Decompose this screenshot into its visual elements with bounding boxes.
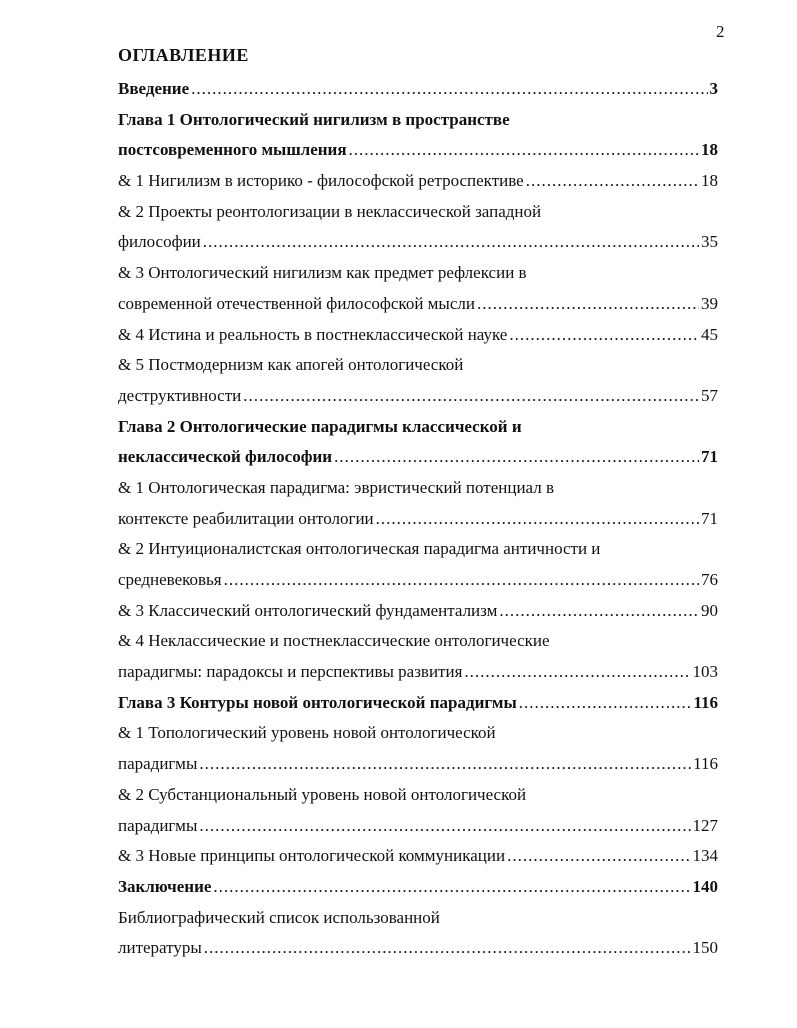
toc-page-number: 35 [701, 232, 718, 252]
toc-entry-text: & 4 Неклассические и постнеклассические онтологические [118, 631, 550, 651]
toc-page-number: 71 [701, 508, 718, 528]
toc-page-number: 90 [701, 600, 718, 620]
dot-leader [499, 596, 699, 627]
toc-entry [118, 657, 718, 688]
toc-entry-text: Глава 3 Контуры новой онтологической парадигмы [118, 692, 517, 712]
toc-entry-text: Глава 1 Онтологический нигилизм в пространстве [118, 109, 510, 129]
toc-page-number: 116 [693, 692, 718, 712]
toc-entry-text: контексте реабилитации онтологии [118, 508, 374, 528]
toc-entry-text: философии [118, 232, 201, 252]
toc-entry-text: & 1 Нигилизм в историко - философской ретроспективе [118, 171, 524, 191]
dot-leader [464, 657, 690, 688]
toc-page-number: 71 [701, 447, 718, 467]
toc-entry [118, 166, 718, 197]
toc-entry [118, 473, 718, 504]
dot-leader [477, 289, 699, 320]
toc-page-number: 116 [693, 754, 718, 774]
toc-entry [118, 565, 718, 596]
dot-leader [199, 749, 691, 780]
toc-entry-text: & 5 Постмодернизм как апогей онтологической [118, 355, 464, 375]
toc-entry [118, 933, 718, 964]
dot-leader [203, 227, 699, 258]
toc-page-number: 150 [692, 938, 718, 958]
dot-leader [224, 565, 699, 596]
toc-entry [118, 626, 718, 657]
toc-entry-text: литературы [118, 938, 202, 958]
toc-entry [118, 197, 718, 228]
toc-entry-text: парадигмы: парадоксы и перспективы развития [118, 662, 463, 682]
toc-entry [118, 811, 718, 842]
toc-entry-text: & 1 Онтологическая парадигма: эвристический потенциал в [118, 477, 555, 497]
dot-leader [243, 381, 699, 412]
dot-leader [213, 872, 690, 903]
toc-entry [118, 903, 718, 934]
toc-entry [118, 718, 718, 749]
toc-entry-text: постсовременного мышления [118, 140, 347, 160]
toc-entry [118, 596, 718, 627]
dot-leader [349, 135, 699, 166]
toc-entry [118, 74, 718, 105]
toc-entry [118, 688, 718, 719]
toc-entry [118, 289, 718, 320]
toc-title: ОГЛАВЛЕНИЕ [118, 45, 249, 65]
dot-leader [376, 504, 699, 535]
toc-page-number: 57 [701, 385, 718, 405]
toc-entry-text: парадигмы [118, 815, 198, 835]
toc-entry-text: деструктивности [118, 385, 242, 405]
dot-leader [204, 933, 691, 964]
dot-leader [509, 320, 699, 351]
toc-entry-text: Заключение [118, 876, 212, 896]
dot-leader [507, 841, 690, 872]
toc-entry [118, 227, 718, 258]
dot-leader [334, 442, 699, 473]
dot-leader [191, 74, 707, 105]
toc-page-number: 45 [701, 324, 718, 344]
toc-entry-text: неклассической философии [118, 447, 333, 467]
toc-entry-text: & 2 Субстанциональный уровень новой онтологической [118, 784, 527, 804]
toc-entry [118, 841, 718, 872]
toc-entry-text: средневековья [118, 570, 222, 589]
toc-entry [118, 504, 718, 535]
toc-page-number: 3 [709, 79, 718, 98]
toc-entry [118, 350, 718, 381]
toc-entry [118, 534, 718, 565]
dot-leader [199, 811, 690, 842]
toc-entry-text: & 1 Топологический уровень новой онтологической [118, 723, 496, 743]
toc-entry [118, 381, 718, 412]
toc-entry-text: & 2 Проекты реонтологизации в неклассической западной [118, 201, 542, 221]
toc-entry-text: & 3 Классический онтологический фундаментализм [118, 600, 498, 620]
toc-entry [118, 320, 718, 351]
toc-entry [118, 872, 718, 903]
toc-page-number: 127 [692, 815, 718, 835]
toc-page-number: 76 [701, 570, 718, 589]
toc-entry-text: & 3 Новые принципы онтологической коммуникации [118, 846, 506, 866]
toc-entry-text: современной отечественной философской мысли [118, 293, 475, 313]
toc-entry-text: & 3 Онтологический нигилизм как предмет рефлексии в [118, 263, 527, 283]
toc-entry [118, 749, 718, 780]
table-of-contents [118, 74, 718, 964]
toc-entry-text: & 4 Истина и реальность в постнеклассической науке [118, 324, 508, 344]
toc-entry-text: Введение [118, 79, 190, 98]
toc-page-number: 18 [701, 171, 718, 191]
toc-page-number: 39 [701, 293, 718, 313]
toc-entry-text: & 2 Интуиционалистская онтологическая парадигма античности и [118, 539, 601, 559]
toc-entry [118, 780, 718, 811]
toc-page-number: 18 [701, 140, 718, 160]
page-number: 2 [716, 22, 725, 41]
toc-page-number: 140 [692, 876, 718, 896]
toc-entry-text: Библиографический список использованной [118, 907, 440, 927]
toc-entry-text: парадигмы [118, 754, 198, 774]
dot-leader [526, 166, 699, 197]
toc-entry [118, 412, 718, 443]
toc-page-number: 103 [692, 662, 718, 682]
toc-entry-text: Глава 2 Онтологические парадигмы классической и [118, 416, 522, 436]
toc-entry [118, 258, 718, 289]
toc-page-number: 134 [692, 846, 718, 866]
toc-entry [118, 105, 718, 136]
dot-leader [519, 688, 692, 719]
toc-entry [118, 135, 718, 166]
toc-entry [118, 442, 718, 473]
